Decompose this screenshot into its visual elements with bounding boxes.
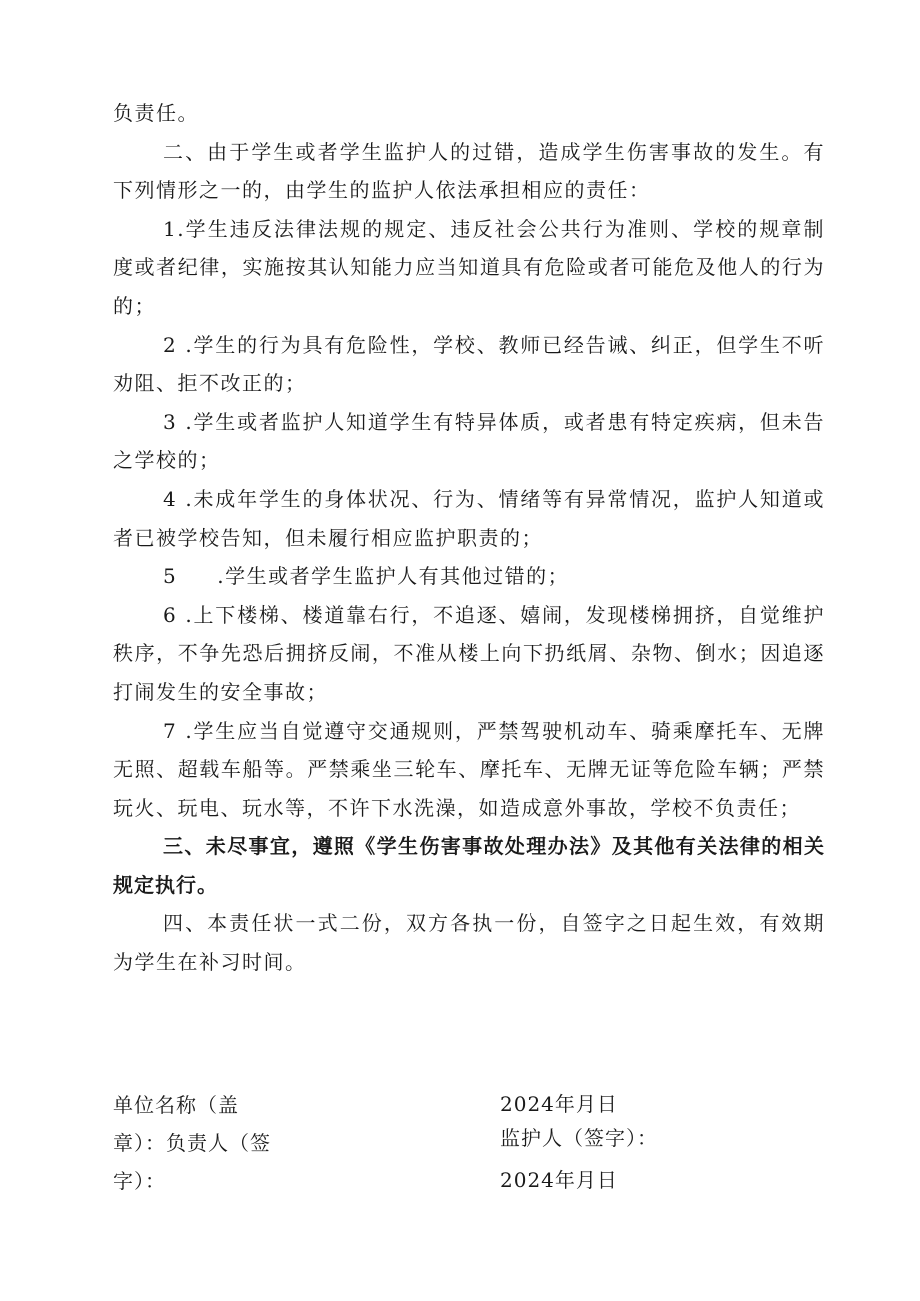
item-text: .学生的行为具有危险性，学校、教师已经告诫、纠正，但学生不听劝阻、拒不改正的； [113,332,825,396]
section-2-intro: 二、由于学生或者学生监护人的过错，造成学生伤害事故的发生。有下列情形之一的，由学生的监护人依法承担相应的责任： [113,139,825,203]
section-4: 四、本责任状一式二份，双方各执一份，自签字之日起生效，有效期为学生在补习时间。 [113,911,825,975]
signature-date-2: 2024年月日 [500,1168,618,1192]
item-text: .学生应当自觉遵守交通规则，严禁驾驶机动车、骑乘摩托车、无牌无照、超载车船等。严禁乘坐三轮车、摩托车、无牌无证等危险车辆；严禁玩火、玩电、玩水等，不许下水洗澡，如造成意外事故，学校不负责任； [113,718,825,820]
item-number: 3 [163,409,178,434]
item-text: .学生或者学生监护人有其他过错的； [217,564,570,589]
signature-unit-line-1: 单位名称（盖 [113,1093,239,1117]
signature-date-1: 2024年月日 [500,1092,618,1116]
item-number: 2 [163,332,178,357]
item-number: 4 [163,486,178,511]
section-3: 三、未尽事宜，遵照《学生伤害事故处理办法》及其他有关法律的相关规定执行。 [113,834,825,897]
item-text: .未成年学生的身体状况、行为、情绪等有异常情况，监护人知道或者已被学校告知，但未履行相应监护职责的； [113,486,825,550]
continuation-line: 负责任。 [113,101,199,125]
item-text: .上下楼梯、楼道靠右行，不追逐、嬉闹，发现楼梯拥挤，自觉维护秩序，不争先恐后拥挤反闹，不准从楼上向下扔纸屑、杂物、倒水；因追逐打闹发生的安全事故； [113,602,825,704]
document-body [113,94,825,982]
item-number: 6 [163,602,178,627]
list-item-3 [113,403,825,480]
list-item-6 [113,596,825,712]
item-text: .学生或者监护人知道学生有特异体质，或者患有特定疾病，但未告之学校的； [113,409,825,473]
list-item-2 [113,326,825,403]
list-item-4 [113,480,825,557]
item-text: .学生违反法律法规的规定、违反社会公共行为准则、学校的规章制度或者纪律，实施按其认知能力应当知道具有危险或者可能危及他人的行为的； [113,216,825,318]
signature-unit-line-2: 章）：负责人（签 [113,1131,271,1155]
item-number: 7 [163,718,178,743]
item-number: 1 [163,216,178,241]
signature-unit-block [113,1086,313,1200]
signature-guardian-label: 监护人（签字）： [500,1126,658,1150]
list-item-1 [113,210,825,326]
item-number: 5 [163,564,178,589]
list-item-7 [113,712,825,828]
list-item-5 [113,557,825,596]
signature-unit-line-3: 字）： [113,1169,166,1193]
